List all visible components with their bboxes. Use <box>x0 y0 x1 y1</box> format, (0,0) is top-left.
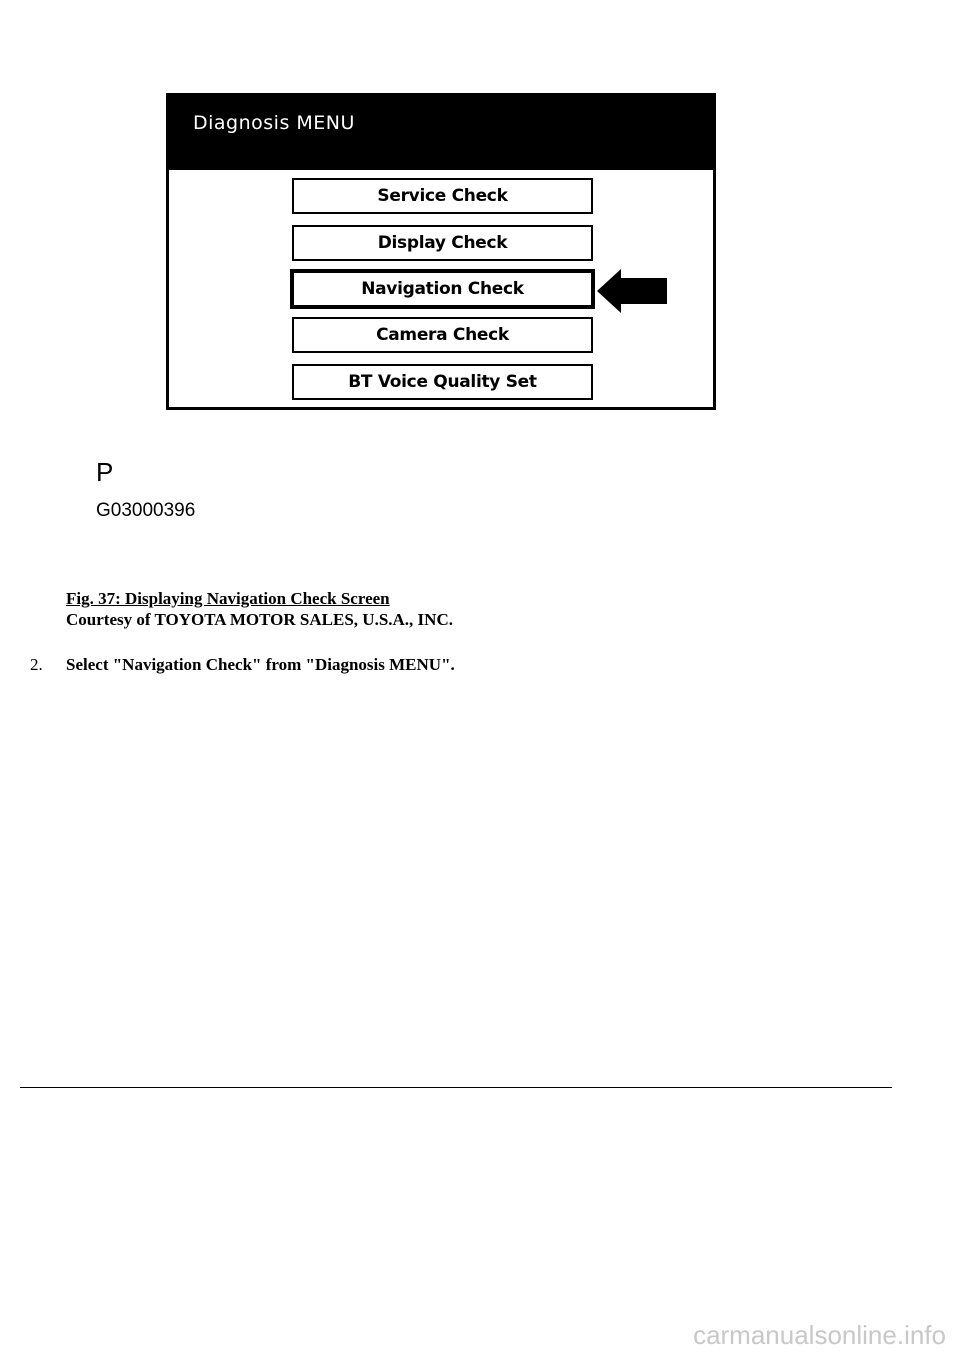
step-text: Select "Navigation Check" from "Diagnosis MENU". <box>66 655 455 674</box>
service-check-button[interactable]: Service Check <box>292 178 593 214</box>
figure-letter: P <box>96 457 114 487</box>
figure-caption <box>66 588 453 630</box>
camera-check-button[interactable]: Camera Check <box>292 317 593 353</box>
bt-voice-quality-set-button[interactable]: BT Voice Quality Set <box>292 364 593 400</box>
navigation-check-button[interactable]: Navigation Check <box>290 269 595 309</box>
step-number: 2. <box>30 655 43 674</box>
screen-title: Diagnosis MENU <box>193 112 355 134</box>
caption-courtesy: Courtesy of TOYOTA MOTOR SALES, U.S.A., INC. <box>66 610 453 629</box>
figure-code: G03000396 <box>96 500 196 521</box>
watermark: carmanualsonline.info <box>693 1320 946 1350</box>
display-check-button[interactable]: Display Check <box>292 225 593 261</box>
screen-header <box>169 96 713 170</box>
diagnosis-screen-figure <box>166 93 716 410</box>
procedure-step <box>30 654 455 675</box>
left-arrow-icon <box>597 269 667 313</box>
page-divider <box>20 1087 892 1088</box>
caption-title[interactable]: Fig. 37: Displaying Navigation Check Screen <box>66 589 390 608</box>
